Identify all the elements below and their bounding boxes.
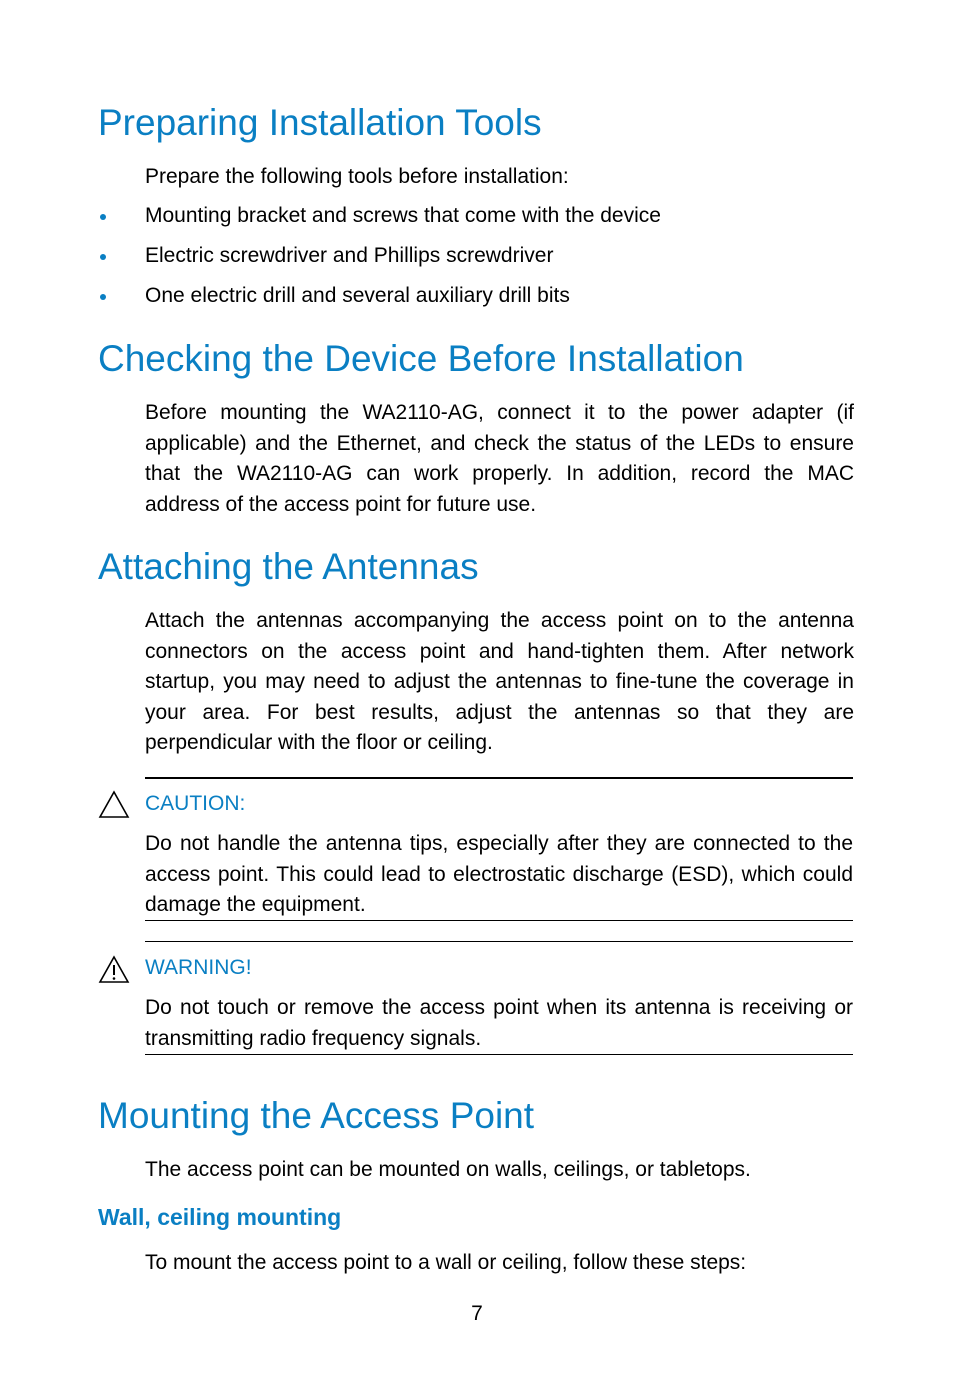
heading-checking-device: Checking the Device Before Installation [98, 338, 744, 379]
bullet-dot [100, 254, 106, 260]
caution-top-rule [145, 777, 853, 779]
heading-mounting-access-point: Mounting the Access Point [98, 1095, 535, 1136]
warning-title: WARNING! [145, 956, 252, 979]
antennas-body: Attach the antennas accompanying the access point on to the antenna connectors on the access point and hand-tighten them. After network startup, you may need to adjust the antennas to fine-tune the coverage in your area. For best results, adjust the antennas so that they are perpendicular with the floor or ceiling. [145, 609, 854, 754]
caution-triangle-icon [98, 789, 130, 819]
page-number: 7 [471, 1302, 483, 1325]
tools-item-1: Mounting bracket and screws that come with the device [145, 204, 661, 227]
bullet-dot [100, 214, 106, 220]
caution-title: CAUTION: [145, 792, 246, 815]
heading-attaching-antennas: Attaching the Antennas [98, 546, 479, 587]
tools-intro: Prepare the following tools before installation: [145, 165, 569, 188]
warning-triangle-icon [98, 954, 130, 984]
warning-body: Do not touch or remove the access point when its antenna is receiving or transmitting radio frequency signals. [145, 996, 853, 1050]
caution-bottom-rule [145, 920, 853, 921]
warning-top-rule [145, 941, 853, 942]
warning-bottom-rule [145, 1054, 853, 1055]
caution-body: Do not handle the antenna tips, especially after they are connected to the access point. This could lead to electrostatic discharge (ESD), which could damage the equipment. [145, 832, 853, 916]
bullet-dot [100, 294, 106, 300]
subheading-wall-ceiling-mounting: Wall, ceiling mounting [98, 1204, 342, 1230]
mounting-intro: The access point can be mounted on walls, ceilings, or tabletops. [145, 1158, 751, 1181]
mounting-sub-intro: To mount the access point to a wall or ceiling, follow these steps: [145, 1251, 747, 1274]
checking-body: Before mounting the WA2110-AG, connect it to the power adapter (if applicable) and the Ethernet, and check the status of the LEDs to ensure that the WA2110-AG can work properly. In addition, record the MAC address of the access point for future use. [145, 401, 854, 516]
tools-item-3: One electric drill and several auxiliary drill bits [145, 284, 570, 307]
tools-item-2: Electric screwdriver and Phillips screwdriver [145, 244, 554, 267]
heading-preparing-tools: Preparing Installation Tools [98, 102, 542, 143]
